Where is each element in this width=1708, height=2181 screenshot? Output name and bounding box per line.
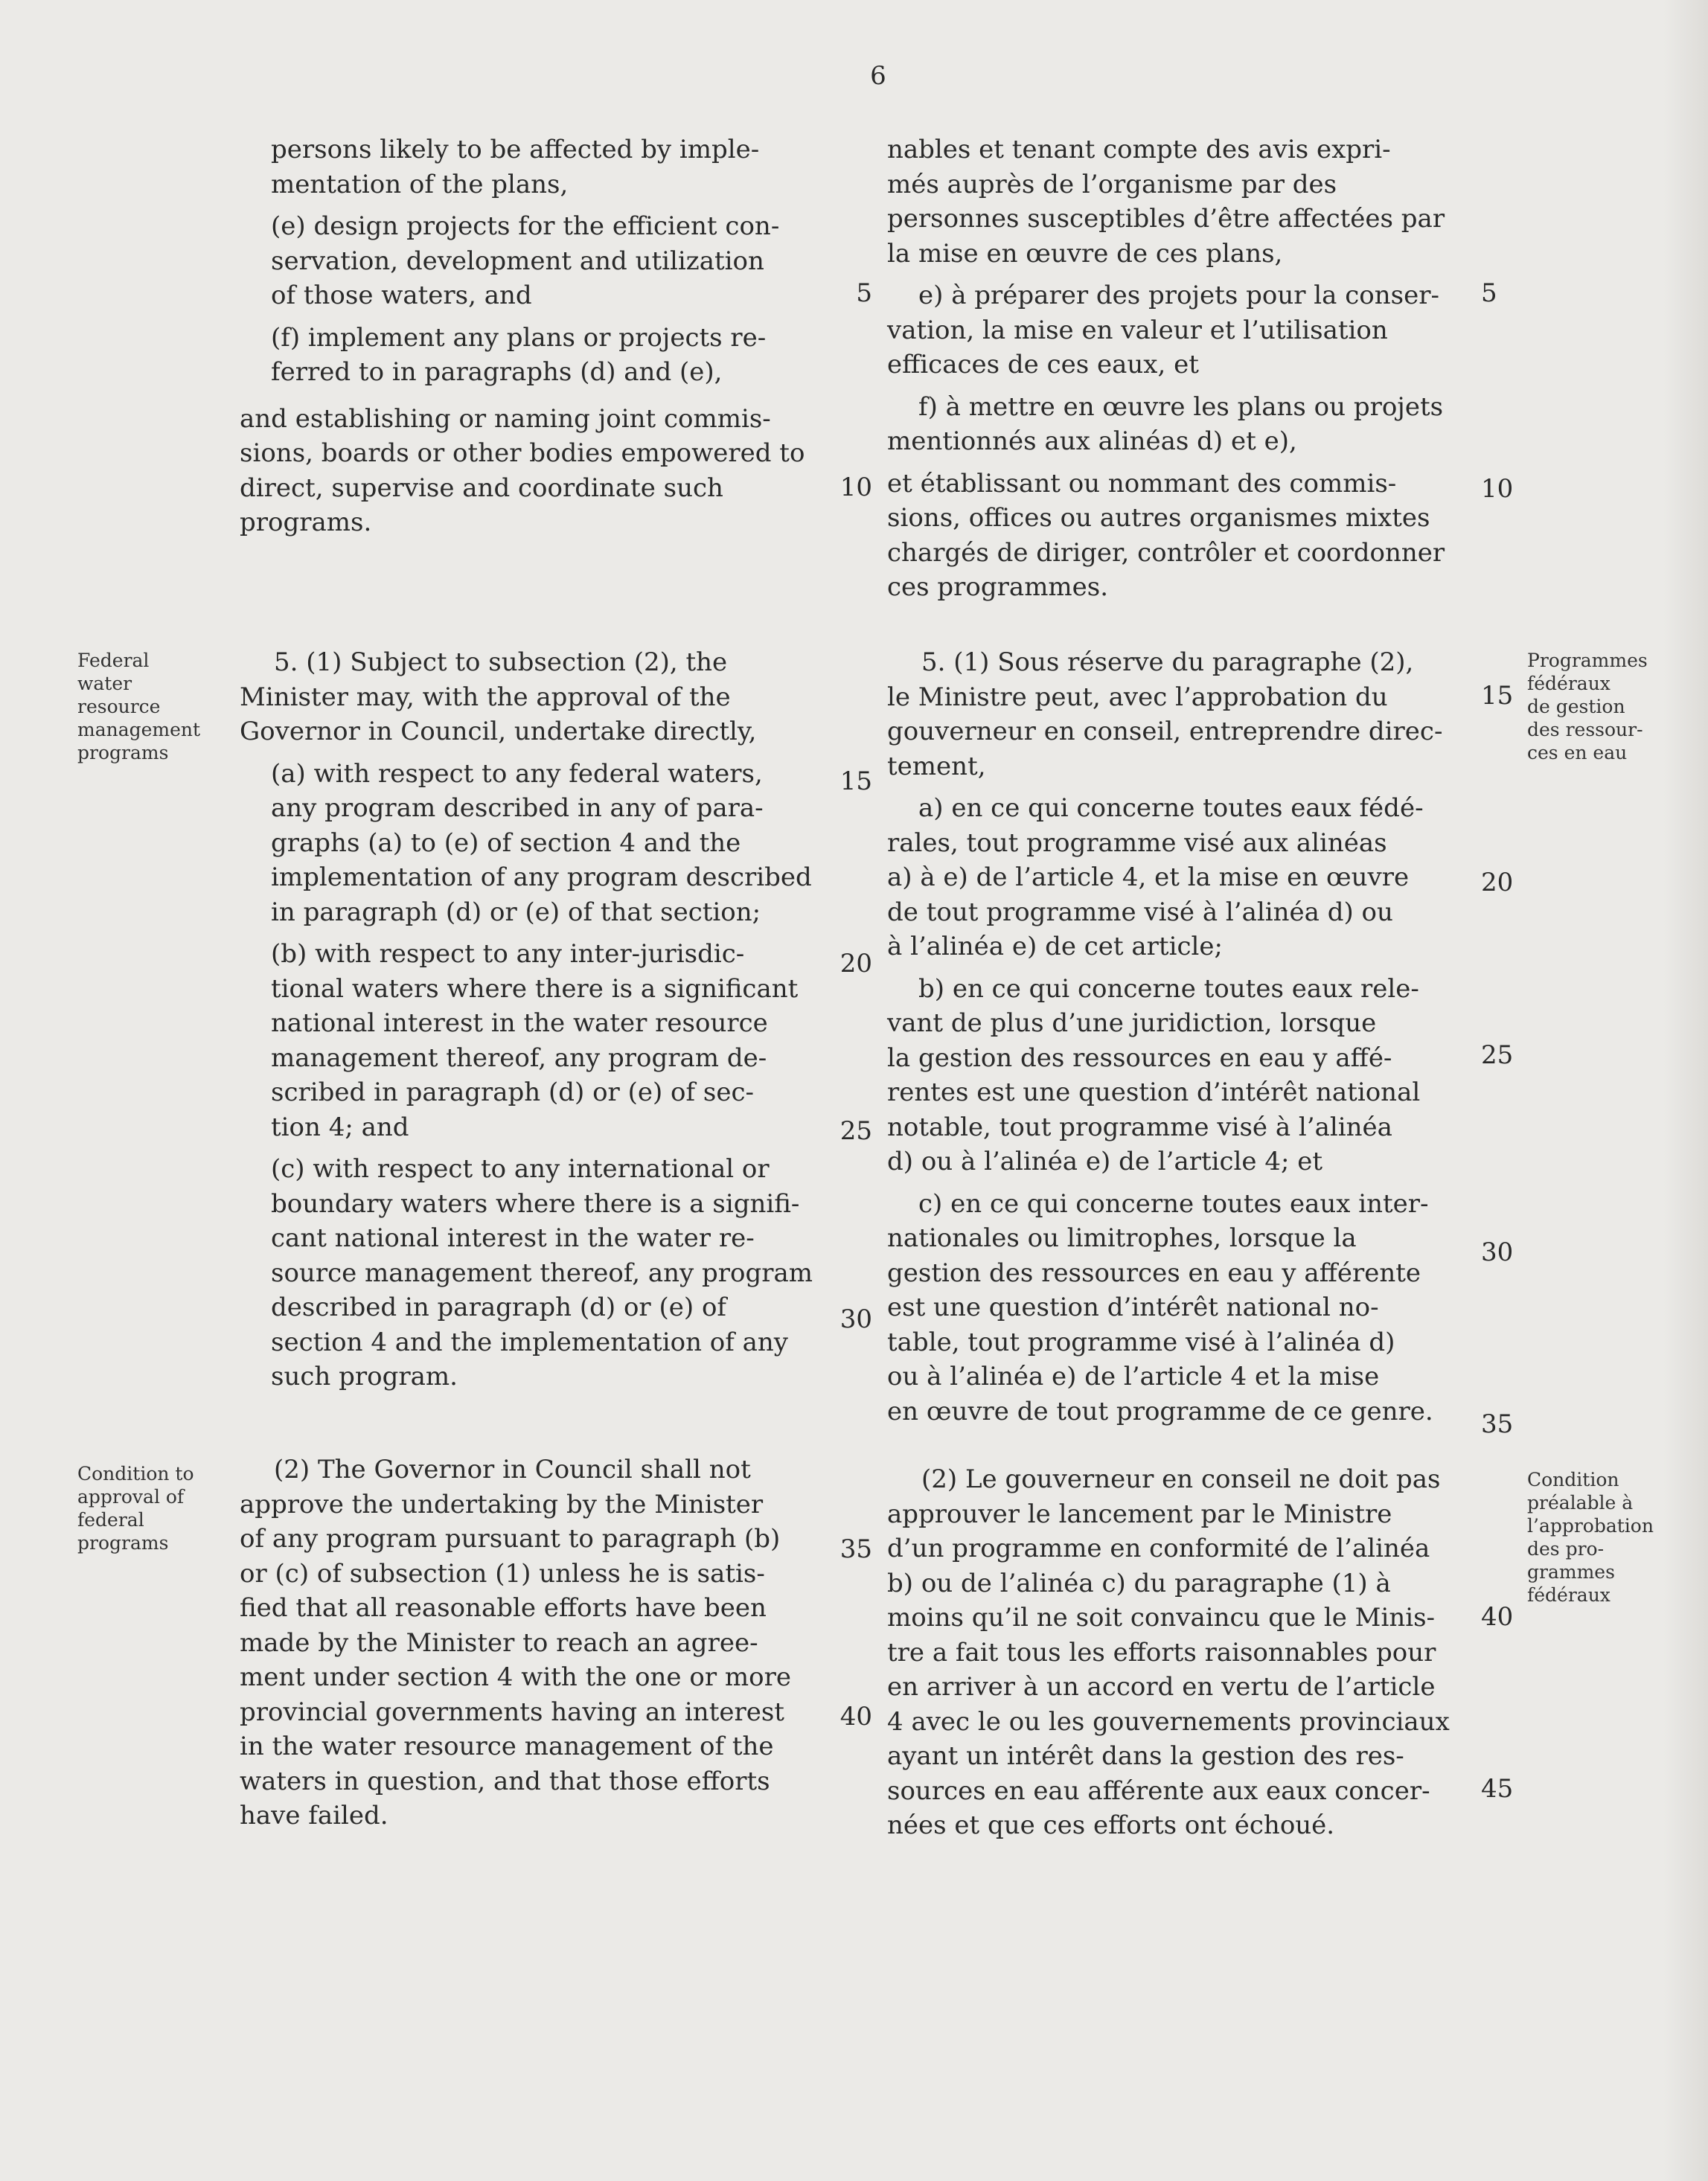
margin-note-line: grammes — [1527, 1561, 1615, 1583]
line-number: 40 — [1481, 1602, 1514, 1632]
french-column-top — [887, 132, 1488, 605]
line-number: 15 — [839, 766, 872, 796]
text-line: sions, offices ou autres organismes mixtes — [887, 503, 1430, 533]
margin-note-line: fédéraux — [1527, 673, 1611, 694]
margin-note-line: Programmes — [1527, 650, 1648, 671]
text-line: approve the undertaking by the Minister — [240, 1489, 764, 1519]
line-number: 20 — [1481, 868, 1514, 897]
margin-note-line: l’approbation — [1527, 1515, 1654, 1537]
text-line: 5. (1) Sous réserve du paragraphe (2), — [921, 647, 1414, 677]
english-section-5 — [240, 645, 835, 1394]
line-number: 25 — [839, 1116, 872, 1146]
text-line: gestion des ressources en eau y afférente — [887, 1258, 1421, 1288]
text-line: in the water resource management of the — [240, 1732, 774, 1761]
text-line: la mise en œuvre de ces plans, — [887, 238, 1283, 269]
text-line: notable, tout programme visé à l’alinéa — [887, 1112, 1392, 1142]
text-line: or (c) of subsection (1) unless he is satis- — [240, 1558, 765, 1589]
text-line: personnes susceptibles d’être affectées par — [887, 204, 1445, 234]
text-line: ment under section 4 with the one or more — [240, 1662, 791, 1692]
text-line: d) ou à l’alinéa e) de l’article 4; et — [887, 1147, 1323, 1176]
text-line: tion 4; and — [271, 1112, 409, 1142]
margin-note-line: programs — [77, 742, 169, 763]
line-number: 15 — [1481, 681, 1514, 711]
text-line: (e) design projects for the efficient con- — [271, 211, 780, 241]
text-line: més auprès de l’organisme par des — [887, 169, 1337, 199]
margin-note-condition-approval — [77, 1462, 226, 1554]
text-line: gouverneur en conseil, entreprendre direc- — [887, 717, 1443, 746]
margin-note-line: fédéraux — [1527, 1584, 1611, 1606]
text-line: a) à e) de l’article 4, et la mise en œuvre — [887, 862, 1410, 892]
english-subsection-2 — [240, 1453, 835, 1833]
text-line: of those waters, and — [271, 281, 532, 310]
text-line: (2) The Governor in Council shall not — [274, 1455, 751, 1485]
text-line: waters in question, and that those efforts — [240, 1766, 770, 1796]
margin-note-line: ces en eau — [1527, 742, 1628, 763]
text-line: b) ou de l’alinéa c) du paragraphe (1) à — [887, 1568, 1391, 1598]
text-line: moins qu’il ne soit convaincu que le Minis- — [887, 1603, 1436, 1633]
text-line: chargés de diriger, contrôler et coordonner — [887, 537, 1445, 568]
text-line: table, tout programme visé à l’alinéa d) — [887, 1327, 1395, 1357]
text-line: à l’alinéa e) de cet article; — [887, 932, 1223, 961]
text-line: section 4 and the implementation of any — [271, 1327, 789, 1357]
line-number: 25 — [1481, 1040, 1514, 1070]
text-line: (c) with respect to any international or — [271, 1154, 770, 1184]
line-number: 30 — [1481, 1237, 1514, 1267]
text-line: rentes est une question d’intérêt national — [887, 1077, 1421, 1107]
text-line: provincial governments having an interest — [240, 1697, 784, 1727]
page-edge-shadow — [1663, 0, 1708, 2181]
page-number: 6 — [870, 61, 886, 91]
text-line: sources en eau afférente aux eaux concer- — [887, 1775, 1430, 1806]
margin-note-line: Condition to — [77, 1463, 194, 1485]
text-line: en œuvre de tout programme de ce genre. — [887, 1396, 1433, 1426]
text-line: in paragraph (d) or (e) of that section; — [271, 897, 761, 927]
text-line: (f) implement any plans or projects re- — [271, 322, 767, 353]
text-line: nées et que ces efforts ont échoué. — [887, 1810, 1335, 1840]
margin-note-line: management — [77, 719, 201, 740]
text-line: (b) with respect to any inter-jurisdic- — [271, 939, 745, 969]
line-number: 45 — [1481, 1774, 1514, 1804]
text-line: (a) with respect to any federal waters, — [271, 758, 763, 789]
english-column-top — [240, 132, 835, 540]
line-number: 5 — [1481, 278, 1497, 308]
margin-note-line: préalable à — [1527, 1492, 1634, 1514]
text-line: c) en ce qui concerne toutes eaux inter- — [918, 1188, 1429, 1219]
line-number: 30 — [839, 1304, 872, 1334]
text-line: rales, tout programme visé aux alinéas — [887, 827, 1387, 858]
french-section-5 — [887, 645, 1488, 1429]
text-line: nationales ou limitrophes, lorsque la — [887, 1223, 1357, 1253]
text-line: ferred to in paragraphs (d) and (e), — [271, 357, 723, 387]
margin-note-line: approval of — [77, 1486, 185, 1508]
text-line: (2) Le gouverneur en conseil ne doit pas — [921, 1464, 1441, 1494]
text-line: mentionnés aux alinéas d) et e), — [887, 426, 1297, 456]
text-line: approuver le lancement par le Ministre — [887, 1499, 1392, 1529]
margin-note-line: Condition — [1527, 1469, 1619, 1490]
text-line: 5. (1) Subject to subsection (2), the — [274, 647, 728, 677]
margin-note-line: des ressour- — [1527, 719, 1643, 740]
text-line: mentation of the plans, — [271, 169, 569, 199]
line-number: 10 — [839, 473, 872, 502]
text-line: tement, — [887, 751, 986, 781]
margin-note-programmes-federaux — [1527, 649, 1676, 764]
margin-note-line: programs — [77, 1532, 169, 1554]
text-line: fied that all reasonable efforts have been — [240, 1593, 767, 1623]
text-line: persons likely to be affected by imple- — [271, 135, 760, 164]
text-line: direct, supervise and coordinate such — [240, 473, 723, 503]
text-line: implementation of any program described — [271, 862, 812, 892]
margin-note-line: de gestion — [1527, 696, 1625, 717]
text-line: e) à préparer des projets pour la conser- — [918, 281, 1439, 310]
text-line: any program described in any of para- — [271, 793, 764, 823]
line-number: 40 — [839, 1702, 872, 1732]
text-line: scribed in paragraph (d) or (e) of sec- — [271, 1077, 755, 1107]
line-number: 35 — [839, 1534, 872, 1564]
text-line: national interest in the water resource — [271, 1008, 768, 1038]
text-line: management thereof, any program de- — [271, 1043, 767, 1073]
text-line: Governor in Council, undertake directly, — [240, 717, 757, 746]
line-number: 5 — [856, 278, 872, 308]
margin-note-line: Federal — [77, 650, 150, 671]
text-line: b) en ce qui concerne toutes eaux rele- — [918, 973, 1419, 1004]
text-line: Minister may, with the approval of the — [240, 682, 731, 712]
text-line: et établissant ou nommant des commis- — [887, 468, 1397, 499]
text-line: 4 avec le ou les gouvernements provinciaux — [887, 1706, 1450, 1737]
text-line: sions, boards or other bodies empowered to — [240, 438, 805, 468]
margin-note-condition-prealable — [1527, 1468, 1676, 1607]
text-line: of any program pursuant to paragraph (b) — [240, 1524, 781, 1554]
text-line: servation, development and utilization — [271, 246, 764, 276]
margin-note-line: des pro- — [1527, 1538, 1605, 1560]
text-line: vant de plus d’une juridiction, lorsque — [887, 1008, 1377, 1038]
text-line: tional waters where there is a significant — [271, 973, 799, 1004]
text-line: de tout programme visé à l’alinéa d) ou — [887, 897, 1393, 927]
margin-note-line: resource — [77, 696, 161, 717]
text-line: programs. — [240, 507, 372, 537]
margin-note-line: water — [77, 673, 132, 694]
text-line: efficaces de ces eaux, et — [887, 350, 1199, 379]
margin-note-line: federal — [77, 1509, 144, 1531]
french-subsection-2 — [887, 1462, 1488, 1843]
text-line: ces programmes. — [887, 572, 1109, 602]
text-line: vation, la mise en valeur et l’utilisation — [887, 315, 1388, 345]
text-line: graphs (a) to (e) of section 4 and the — [271, 827, 741, 858]
line-number: 20 — [839, 949, 872, 979]
text-line: cant national interest in the water re- — [271, 1223, 755, 1253]
text-line: source management thereof, any program — [271, 1258, 813, 1288]
text-line: boundary waters where there is a signifi- — [271, 1188, 800, 1219]
text-line: ayant un intérêt dans la gestion des res- — [887, 1741, 1404, 1771]
text-line: made by the Minister to reach an agree- — [240, 1627, 758, 1658]
text-line: nables et tenant compte des avis expri- — [887, 135, 1391, 164]
text-line: described in paragraph (d) or (e) of — [271, 1293, 726, 1322]
text-line: le Ministre peut, avec l’approbation du — [887, 682, 1388, 712]
line-number: 35 — [1481, 1409, 1514, 1439]
text-line: tre a fait tous les efforts raisonnables pour — [887, 1637, 1436, 1668]
text-line: have failed. — [240, 1801, 388, 1831]
text-line: d’un programme en conformité de l’alinéa — [887, 1534, 1430, 1563]
text-line: and establishing or naming joint commis- — [240, 403, 771, 434]
margin-note-federal-programs — [77, 649, 226, 764]
text-line: ou à l’alinéa e) de l’article 4 et la mise — [887, 1362, 1380, 1391]
text-line: such program. — [271, 1362, 458, 1391]
line-number: 10 — [1481, 474, 1514, 504]
text-line: est une question d’intérêt national no- — [887, 1293, 1379, 1322]
text-line: f) à mettre en œuvre les plans ou projets — [918, 391, 1444, 422]
text-line: a) en ce qui concerne toutes eaux fédé- — [918, 793, 1424, 823]
text-line: la gestion des ressources en eau y affé- — [887, 1043, 1392, 1073]
text-line: en arriver à un accord en vertu de l’article — [887, 1672, 1436, 1702]
